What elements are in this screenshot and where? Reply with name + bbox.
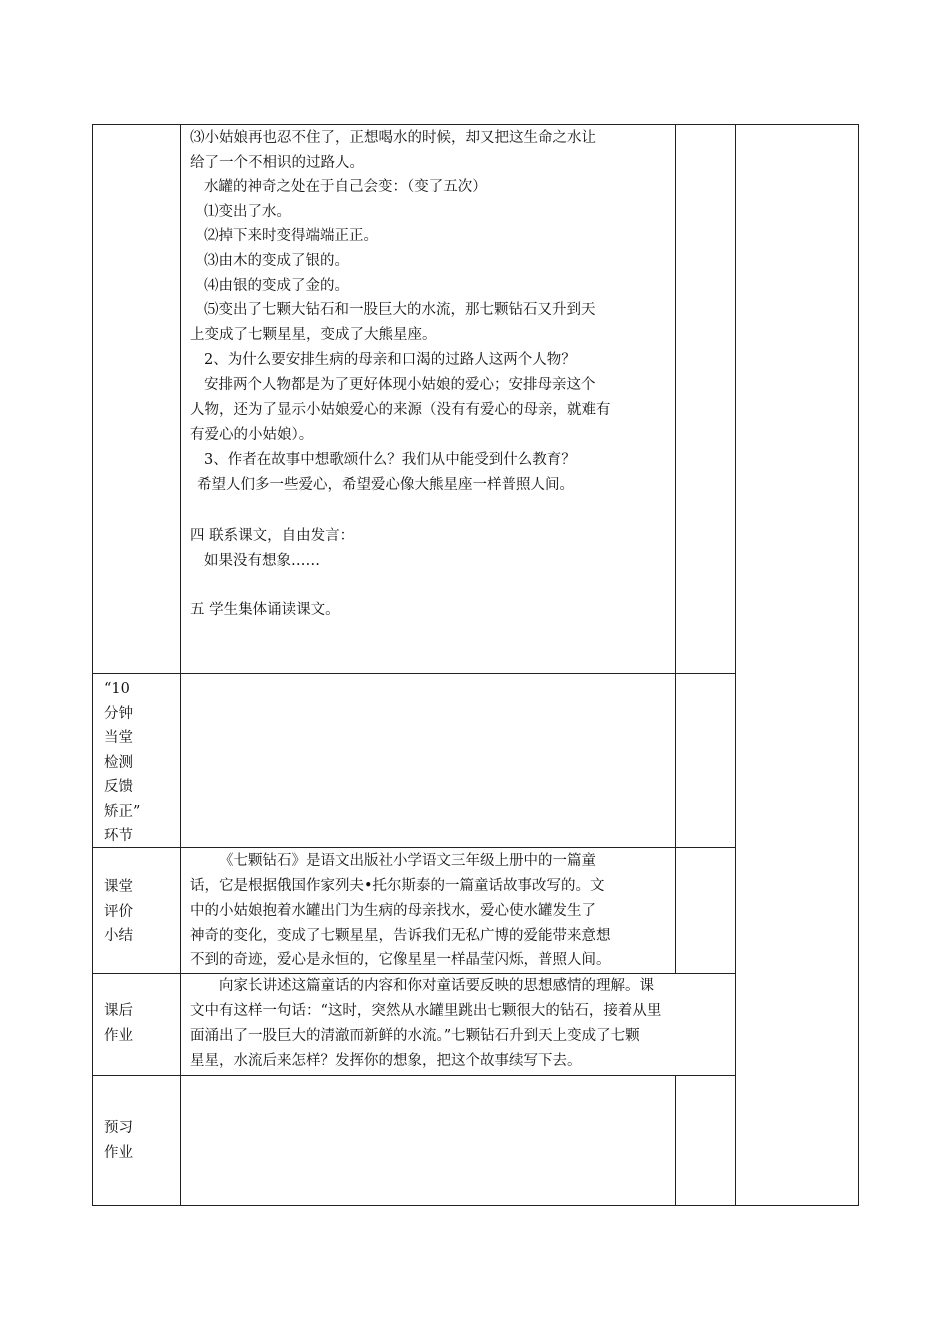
summary-line: 中的小姑娘抱着水罐出门为生病的母亲找水，爱心使水罐发生了	[190, 903, 596, 919]
homework-line: 文中有这样一句话：“这时，突然从水罐里跳出七颗很大的钻石，接着从里	[190, 1003, 662, 1019]
column-divider-label	[180, 124, 181, 1206]
column-divider-notes-left-lower	[675, 1075, 676, 1206]
summary-line: 不到的奇迹，爱心是永恒的，它像星星一样晶莹闪烁，普照人间。	[190, 952, 611, 968]
row-label-check: “10 分钟 当堂 检测 反馈 矫正” 环节	[104, 681, 141, 844]
text-line: 五 学生集体诵读课文。	[190, 602, 340, 618]
row-divider-1	[92, 673, 735, 674]
row-label-preview: 预习 作业	[104, 1120, 133, 1161]
text-line: ⑵掉下来时变得端端正正。	[204, 228, 378, 244]
text-line: 2、为什么要安排生病的母亲和口渴的过路人这两个人物？	[204, 352, 576, 368]
summary-line: 神奇的变化，变成了七颗星星，告诉我们无私广博的爱能带来意想	[190, 928, 611, 944]
text-line: 希望人们多一些爱心，希望爱心像大熊星座一样普照人间。	[197, 477, 574, 493]
text-line: ⑶小姑娘再也忍不住了，正想喝水的时候，却又把这生命之水让	[190, 130, 596, 146]
homework-line: 面涌出了一股巨大的清澈而新鲜的水流。”七颗钻石升到天上变成了七颗	[190, 1028, 640, 1044]
text-line: 人物，还为了显示小姑娘爱心的来源（没有有爱心的母亲，就难有	[190, 402, 611, 418]
column-divider-notes-right	[735, 124, 736, 1206]
text-line: 四 联系课文，自由发言：	[190, 528, 355, 544]
row-label-summary: 课堂 评价 小结	[104, 879, 133, 944]
summary-line: 《七颗钻石》是语文出版社小学语文三年级上册中的一篇童	[219, 853, 596, 869]
summary-line: 话，它是根据俄国作家列夫•托尔斯泰的一篇童话故事改写的。文	[190, 878, 605, 894]
text-line: 如果没有想象……	[204, 553, 320, 569]
homework-line: 星星，水流后来怎样？发挥你的想象，把这个故事续写下去。	[190, 1053, 582, 1069]
row-divider-4	[92, 1075, 735, 1076]
text-line: 水罐的神奇之处在于自己会变：（变了五次）	[204, 179, 487, 195]
row-divider-2	[92, 847, 735, 848]
text-line: ⑶由木的变成了银的。	[204, 253, 349, 269]
text-line: 给了一个不相识的过路人。	[190, 155, 364, 171]
text-line: ⑴变出了水。	[204, 204, 291, 220]
text-line: ⑸变出了七颗大钻石和一股巨大的水流，那七颗钻石又升到天	[204, 302, 596, 318]
text-line: 3、作者在故事中想歌颂什么？我们从中能受到什么教育？	[204, 452, 576, 468]
column-divider-notes-left	[675, 124, 676, 973]
text-line: 有爱心的小姑娘）。	[190, 427, 314, 443]
text-line: ⑷由银的变成了金的。	[204, 278, 349, 294]
text-line: 上变成了七颗星星，变成了大熊星座。	[190, 327, 437, 343]
row-label-homework: 课后 作业	[104, 1003, 133, 1044]
text-line: 安排两个人物都是为了更好体现小姑娘的爱心；安排母亲这个	[204, 377, 596, 393]
homework-line: 向家长讲述这篇童话的内容和你对童话要反映的思想感情的理解。课	[219, 978, 654, 994]
